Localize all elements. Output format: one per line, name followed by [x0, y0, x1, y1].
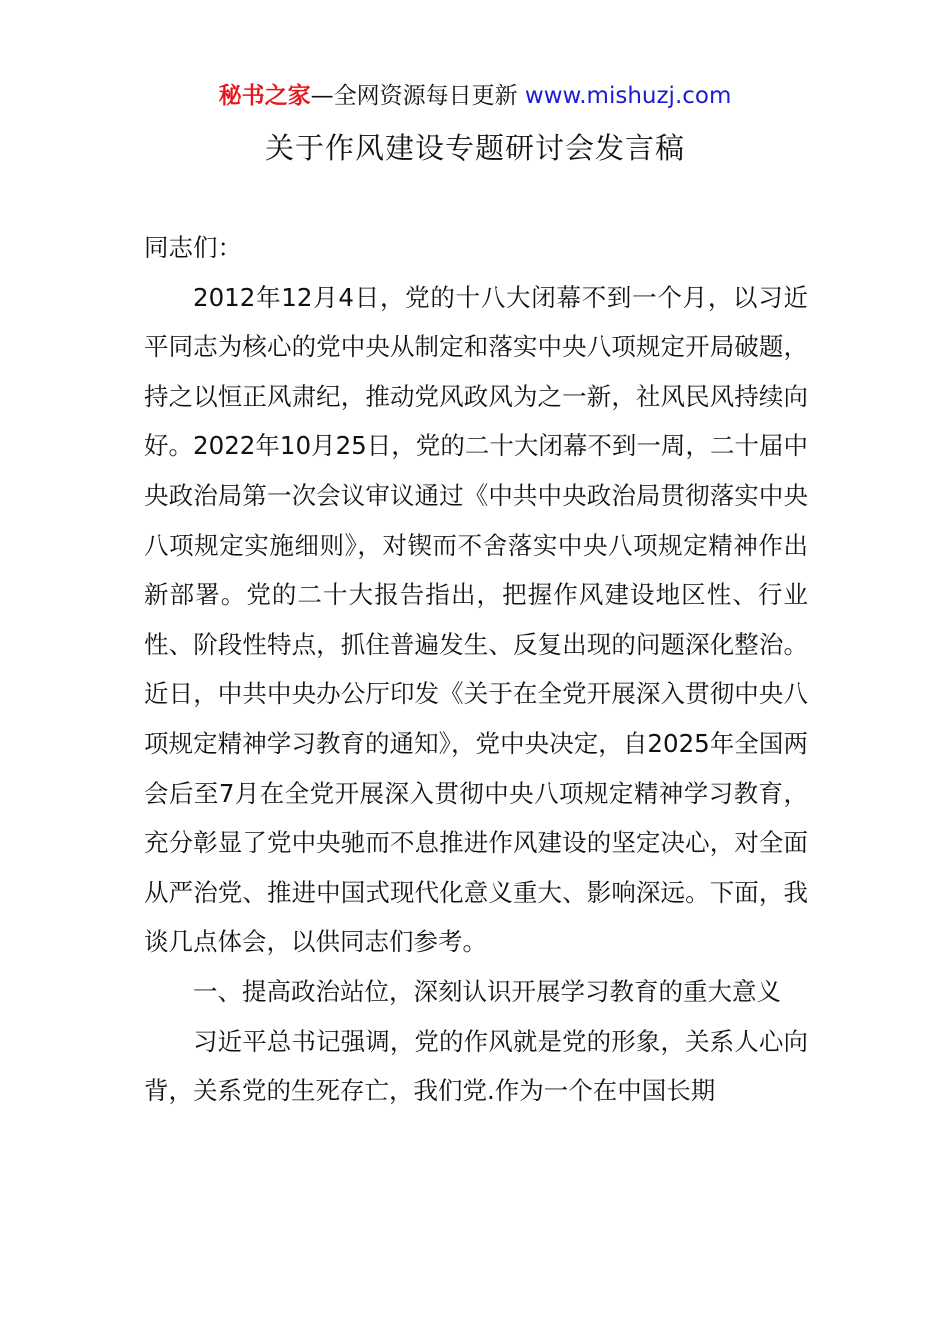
header-tagline: —全网资源每日更新 [310, 83, 518, 109]
site-url-link[interactable]: www.mishuzj.com [524, 83, 732, 109]
paragraph-intro: 2012年12月4日，党的十八大闭幕不到一个月，以习近平同志为核心的党中央从制定和落实中央八项规定开局破题，持之以恒正风肃纪，推动党风政风为之一新，社风民风持续向好。2022年10月25日，党的二十大闭幕不到一周，二十届中央政治局第一次会议审议通过《中共中央政治局贯彻落实中央八项规定实施细则》，对锲而不舍落实中央八项规定精神作出新部署。党的二十大报告指出，把握作风建设地区性、行业性、阶段性特点，抓住普遍发生、反复出现的问题深化整治。近日，中共中央办公厅印发《关于在全党开展深入贯彻中央八项规定精神学习教育的通知》，党中央决定，自2025年全国两会后至7月在全党开展深入贯彻中央八项规定精神学习教育，充分彰显了党中央驰而不息推进作风建设的坚定决心，对全面从严治党、推进中国式现代化意义重大、影响深远。下面，我谈几点体会，以供同志们参考。 [144, 282, 808, 957]
paragraph-section-1: 习近平总书记强调，党的作风就是党的形象，关系人心向背，关系党的生死存亡，我们党.作为一个在中国长期 [144, 1026, 808, 1106]
site-header [0, 80, 950, 112]
brand-name: 秘书之家 [218, 83, 311, 109]
document-body [144, 223, 808, 1116]
document-title: 关于作风建设专题研讨会发言稿 [264, 131, 685, 165]
section-heading-1: 一、提高政治站位，深刻认识开展学习教育的重大意义 [193, 976, 781, 1006]
salutation: 同志们： [144, 233, 242, 262]
